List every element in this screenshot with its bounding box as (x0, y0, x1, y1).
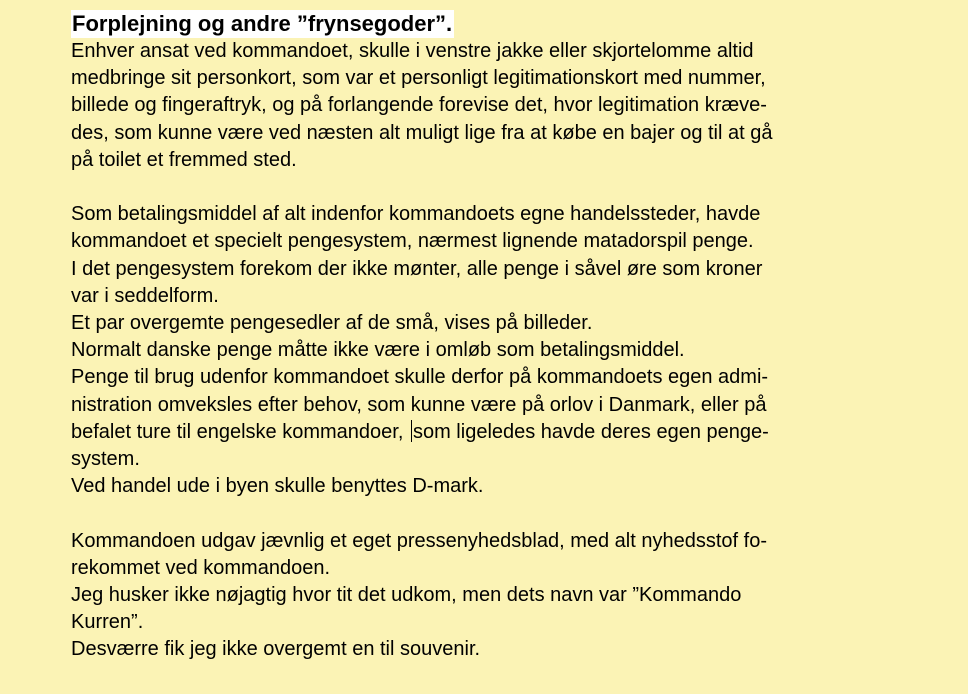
text-line: nistration omveksles efter behov, som kunne være på orlov i Danmark, eller på (71, 393, 767, 416)
paragraph-spacer (71, 174, 951, 201)
text-cursor (411, 420, 412, 442)
text-line-with-caret[interactable] (71, 419, 951, 446)
document-page (71, 10, 951, 664)
text-line: des, som kunne være ved næsten alt muligt lige fra at købe en bajer og til at gå (71, 121, 773, 144)
text-after-caret: som ligeledes havde deres egen penge- (412, 420, 769, 443)
text-line: Som betalingsmiddel af alt indenfor kommandoets egne handelssteder, havde (71, 203, 761, 226)
paragraph-personkort (71, 38, 951, 174)
paragraph-nyhedsblad (71, 528, 951, 664)
text-line: Et par overgemte pengesedler af de små, vises på billeder. (71, 312, 593, 335)
text-line: Normalt danske penge måtte ikke være i omløb som betalingsmiddel. (71, 339, 685, 362)
text-line: billede og fingeraftryk, og på forlangende forevise det, hvor legitimation kræve- (71, 94, 767, 117)
paragraph-pengesystem (71, 201, 951, 500)
text-line: Ved handel ude i byen skulle benyttes D-mark. (71, 475, 484, 498)
text-line: kommandoet et specielt pengesystem, nærmest lignende matadorspil penge. (71, 230, 754, 253)
text-before-caret: befalet ture til engelske kommandoer, (71, 420, 409, 443)
text-line: rekommet ved kommandoen. (71, 556, 331, 579)
text-line: Kommandoen udgav jævnlig et eget pressenyhedsblad, med alt nyhedsstof fo- (71, 529, 767, 552)
text-line: Desværre fik jeg ikke overgemt en til souvenir. (71, 638, 481, 661)
text-line: system. (71, 448, 140, 471)
text-line: var i seddelform. (71, 284, 219, 307)
text-line: Enhver ansat ved kommandoet, skulle i venstre jakke eller skjortelomme altid (71, 40, 754, 62)
text-line: Penge til brug udenfor kommandoet skulle derfor på kommandoets egen admi- (71, 366, 769, 389)
text-line: Kurren”. (71, 611, 144, 634)
text-line: Jeg husker ikke nøjagtig hvor tit det udkom, men dets navn var ”Kommando (71, 584, 742, 607)
paragraph-spacer (71, 500, 951, 527)
document-title: Forplejning og andre ”frynsegoder”. (72, 11, 453, 36)
text-line: I det pengesystem forekom der ikke mønter, alle penge i såvel øre som kroner (71, 257, 763, 280)
text-line: på toilet et fremmed sted. (71, 148, 297, 171)
text-line: medbringe sit personkort, som var et personligt legitimationskort med nummer, (71, 67, 766, 90)
